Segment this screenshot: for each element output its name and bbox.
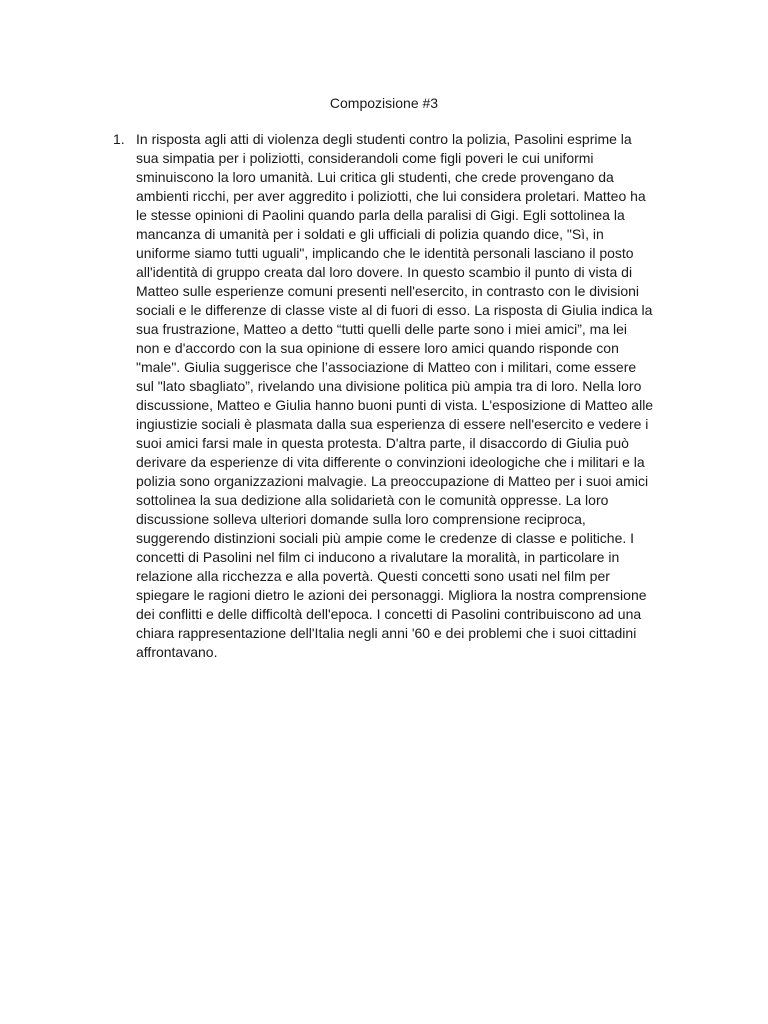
- paragraph-line: le stesse opinioni di Paolini quando parla della paralisi di Gigi. Egli sottolinea la: [136, 207, 625, 223]
- paragraph-line: suoi amici farsi male in questa protesta. D'altra parte, il disaccordo di Giulia può: [136, 435, 629, 451]
- paragraph-line: sua simpatia per i poliziotti, considerandoli come figli poveri le cui uniformi: [136, 150, 594, 166]
- paragraph-line: all'identità di gruppo creata dal loro dovere. In questo scambio il punto di vista di: [136, 264, 633, 280]
- paragraph-line: In risposta agli atti di violenza degli studenti contro la polizia, Pasolini esprime la: [136, 131, 632, 147]
- paragraph-line: "male". Giulia suggerisce che l’associazione di Matteo con i militari, come essere: [136, 359, 637, 375]
- paragraph-line: spiegare le ragioni dietro le azioni dei personaggi. Migliora la nostra comprensione: [136, 587, 647, 603]
- paragraph-line: sua frustrazione, Matteo a detto “tutti quelli delle parte sono i miei amici”, ma lei: [136, 321, 628, 337]
- paragraph-line: sul "lato sbagliato”, rivelando una divisione politica più ampia tra di loro. Nella loro: [136, 378, 642, 394]
- document-title: Compozisione #3: [329, 95, 439, 111]
- paragraph-line: discussione solleva ulteriori domande sulla loro comprensione reciproca,: [136, 511, 586, 527]
- paragraph-line: uniforme siamo tutti uguali", implicando che le identità personali lasciano il posto: [136, 245, 634, 261]
- paragraph-line: polizia sono organizzazioni malvagie. La preoccupazione di Matteo per i suoi amici: [136, 473, 649, 489]
- paragraph-line: non e d'accordo con la sua opinione di essere loro amici quando risponde con: [136, 340, 619, 356]
- paragraph-line: ingiustizie sociali è plasmata dalla sua esperienza di essere nell'esercito e vedere i: [136, 416, 649, 432]
- paragraph-line: sminuiscono la loro umanità. Lui critica gli studenti, che crede provengano da: [136, 169, 614, 185]
- paragraph-line: sottolinea la sua dedizione alla solidarietà con le comunità oppresse. La loro: [136, 492, 609, 508]
- paragraph-line: suggerendo distinzioni sociali più ampie come le credenze di classe e politiche. I: [136, 530, 635, 546]
- paragraph-line: ambienti ricchi, per aver aggredito i poliziotti, che lui considera proletari. Matteo ha: [136, 188, 646, 204]
- paragraph-line: dei conflitti e delle difficoltà dell'epoca. I concetti di Pasolini contribuiscono ad una: [136, 606, 642, 622]
- paragraph-line: derivare da esperienze di vita differente o convinzioni ideologiche che i militari e la: [136, 454, 645, 470]
- paragraph-line: mancanza di umanità per i soldati e gli ufficiali di polizia quando dice, "Sì, in: [136, 226, 604, 242]
- paragraph-line: relazione alla ricchezza e alla povertà. Questi concetti sono usati nel film per: [136, 568, 610, 584]
- paragraph-line: discussione, Matteo e Giulia hanno buoni punti di vista. L'esposizione di Matteo alle: [136, 397, 654, 413]
- paragraph-line: Matteo sulle esperienze comuni presenti nell'esercito, in contrasto con le divisioni: [136, 283, 640, 299]
- list-item-paragraph: [136, 130, 711, 662]
- paragraph-line: affrontavano.: [136, 644, 218, 660]
- paragraph-line: chiara rappresentazione dell'Italia negli anni '60 e dei problemi che i suoi cittadini: [136, 625, 637, 641]
- paragraph-line: concetti di Pasolini nel film ci inducono a rivalutare la moralità, in particolare in: [136, 549, 620, 565]
- paragraph-line: sociali e le differenze di classe viste al di fuori di esso. La risposta di Giulia indica la: [136, 302, 653, 318]
- list-marker: 1.: [113, 131, 125, 147]
